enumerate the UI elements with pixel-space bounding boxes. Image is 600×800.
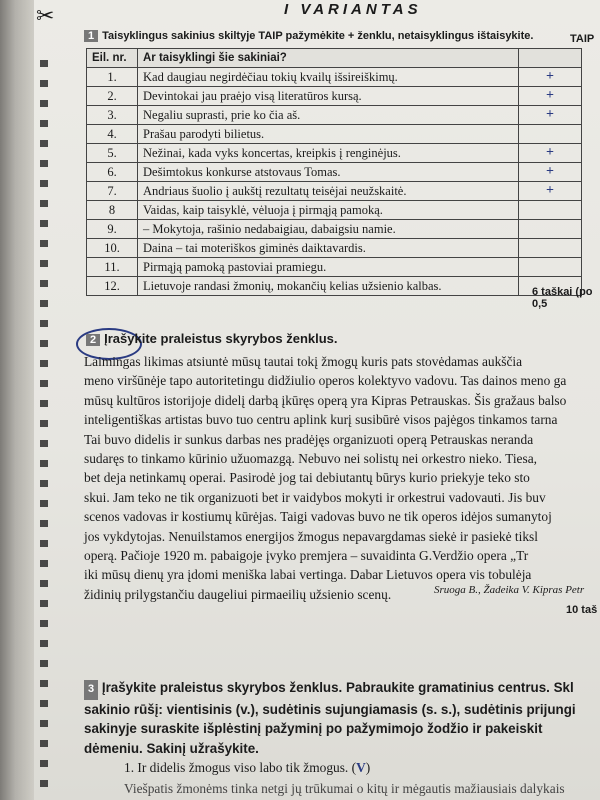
- row-number: 8: [87, 201, 138, 220]
- row-mark[interactable]: +: [519, 182, 582, 201]
- table-row: [87, 68, 582, 87]
- row-sentence: Devintokai jau praėjo visą literatūros kursą.: [138, 87, 519, 106]
- row-sentence: Pirmąją pamoką pastoviai pramiegu.: [138, 258, 519, 277]
- row-number: 5.: [87, 144, 138, 163]
- row-sentence: Andriaus šuolio į aukštį rezultatų teisėjai neužskaitė.: [138, 182, 519, 201]
- citation: Sruoga B., Žadeika V. Kipras Petr: [434, 584, 585, 596]
- text-line: židinių prilygstančiu daugeliui pirmaeilių užsienio scenų.: [84, 586, 392, 602]
- row-sentence: Negaliu suprasti, prie ko čia aš.: [138, 106, 519, 125]
- row-mark[interactable]: [519, 258, 582, 277]
- table-row: [87, 182, 582, 201]
- text-line: Tai buvo didelis ir sunkus darbas nes pradėjęs organizuoti operą Petrauskas nerandа: [84, 431, 534, 447]
- row-number: 3.: [87, 106, 138, 125]
- text-line: iki mūsų dienų yra įdomi meniška labai vertinga. Dabar Lietuvos opera vis tobulėja: [84, 567, 532, 583]
- row-mark[interactable]: [519, 201, 582, 220]
- task-number: 3: [84, 680, 98, 700]
- text-line: jos vykdytojas. Nenuilstamos energijos žmogus nepavargdamas siekė ir pasiekė tiksl: [84, 528, 538, 544]
- book-spine: [0, 0, 34, 800]
- text-line: operą. Pačioje 1920 m. pabaigoje įvyko premjera – suvaidinta G.Verdžio opera „Tr: [84, 548, 529, 564]
- table-row: [87, 220, 582, 239]
- cut-line: [40, 60, 48, 800]
- instruction-line: sakinio rūšį: vientisinis (v.), sudėtinis sujungiamasis (s. s.), sudėtinis prijungi: [84, 701, 576, 717]
- task-2-text: [84, 352, 600, 604]
- instruction-line: dėmeniu. Sakinį užrašykite.: [84, 740, 259, 756]
- table-row: [87, 277, 582, 296]
- sentence-text: 1. Ir didelis žmogus viso labo tik žmogus. (: [124, 760, 357, 775]
- row-mark[interactable]: +: [519, 68, 582, 87]
- sentence-table: [86, 48, 582, 296]
- row-sentence: Dešimtokus konkurse atstovaus Tomas.: [138, 163, 519, 182]
- col-question-header: Ar taisyklingi šie sakiniai?: [138, 49, 519, 68]
- task-3-instruction: [84, 678, 600, 758]
- scissors-icon: ✂: [36, 4, 55, 29]
- taip-column-header: TAIP: [570, 33, 595, 45]
- col-mark-header: [519, 49, 582, 68]
- task-number: 2: [86, 334, 100, 346]
- task-2-header: [86, 330, 338, 348]
- text-line: sudaręs to tinkamo kūrinio užuomazgą. Nebuvo nei solistų nei orkestro nieko. Tiesa,: [84, 451, 537, 467]
- row-mark[interactable]: +: [519, 144, 582, 163]
- row-number: 6.: [87, 163, 138, 182]
- task-number: 1: [84, 30, 98, 42]
- row-number: 1.: [87, 68, 138, 87]
- row-sentence: Nežinai, kada vyks koncertas, kreipkis į renginėjus.: [138, 144, 519, 163]
- worksheet-page: [34, 0, 600, 800]
- row-mark[interactable]: [519, 125, 582, 144]
- row-mark[interactable]: +: [519, 106, 582, 125]
- row-mark[interactable]: +: [519, 163, 582, 182]
- col-nr-header: Eil. nr.: [87, 49, 138, 68]
- row-sentence: Prašau parodyti bilietus.: [138, 125, 519, 144]
- instruction-line: Įrašykite praleistus skyrybos ženklus. Pabraukite gramatinius centrus. Skl: [101, 680, 574, 695]
- text-line: skui. Jam teko ne tik organizuoti bet ir vaidybos mokyti ir orkestrui vadovauti. Jis buv: [84, 489, 546, 505]
- row-sentence: Daina – tai moteriškos giminės daiktavardis.: [138, 239, 519, 258]
- page-title: I VARIANTAS: [284, 1, 422, 18]
- row-mark[interactable]: [519, 220, 582, 239]
- text-line: Laimingas likimas atsiuntė mūsų tautai tokį žmogų kuris pats stovėdamas aukščia: [84, 354, 523, 369]
- handwritten-answer: V: [356, 760, 366, 775]
- table-row: [87, 239, 582, 258]
- text-line: scenos vadovas ir kostiumų kūrėjas. Taigi vadovas buvo ne tik operos idėjos sumanytoj: [84, 509, 552, 525]
- task-instruction: Įrašykite praleistus skyrybos ženklus.: [104, 331, 338, 346]
- row-mark[interactable]: +: [519, 87, 582, 106]
- text-line: meno viršūnėje tapo autoritetingu didžiulio operos kolektyvo vadovu. Tas dainos meno ga: [84, 373, 567, 389]
- text-line: bet deja netinkamų operai. Pasirodė jog tai debiutantų būrys kurio priekyje teko sto: [84, 470, 530, 486]
- answer-line: [124, 760, 370, 776]
- table-row: [87, 201, 582, 220]
- table-row: [87, 125, 582, 144]
- row-sentence: Kad daugiau negirdėčiau tokių kvailų išsireiškimų.: [138, 68, 519, 87]
- row-mark[interactable]: [519, 239, 582, 258]
- text-line: mūsų kultūros istorijoje didelį darbą įkūręs operą yra Kipras Petrauskas. Šis gražaus balso: [84, 392, 567, 408]
- row-sentence: – Mokytoja, rašinio nedabaigiau, dabaigsiu namie.: [138, 220, 519, 239]
- row-sentence: Lietuvoje randasi žmonių, mokančių kelias užsienio kalbas.: [138, 277, 519, 296]
- row-number: 12.: [87, 277, 138, 296]
- instruction-line: sakinyje suraskite išplėstinį pažyminį po pažymimojo žodžio ir pakeiskit: [84, 721, 543, 736]
- table-row: [87, 87, 582, 106]
- row-number: 10.: [87, 239, 138, 258]
- row-number: 7.: [87, 182, 138, 201]
- table-row: [87, 144, 582, 163]
- text-line: inteligentiškas artistas buvo tuo centru aplink kurį susibūrė visos pajėgos tinkamos tarna: [84, 412, 558, 428]
- task-score: 6 taškai (po 0,5: [532, 286, 593, 310]
- table-row: [87, 258, 582, 277]
- row-number: 9.: [87, 220, 138, 239]
- row-number: 2.: [87, 87, 138, 106]
- table-row: [87, 106, 582, 125]
- task-score: 10 taš: [566, 604, 598, 616]
- task-1-header: [84, 26, 600, 44]
- row-number: 11.: [87, 258, 138, 277]
- row-number: 4.: [87, 125, 138, 144]
- paren-close: ): [365, 760, 371, 775]
- row-sentence: Vaidas, kaip taisyklė, vėluoja į pirmąją pamoką.: [138, 201, 519, 220]
- table-row: [87, 163, 582, 182]
- task-instruction: Taisyklingus sakinius skiltyje TAIP pažymėkite + ženklu, netaisyklingus ištaisykite.: [102, 30, 534, 42]
- next-line: Viešpatis žmonėms tinka netgi jų trūkumai o kitų ir mėgautis mažiausiais dalykais: [124, 781, 565, 796]
